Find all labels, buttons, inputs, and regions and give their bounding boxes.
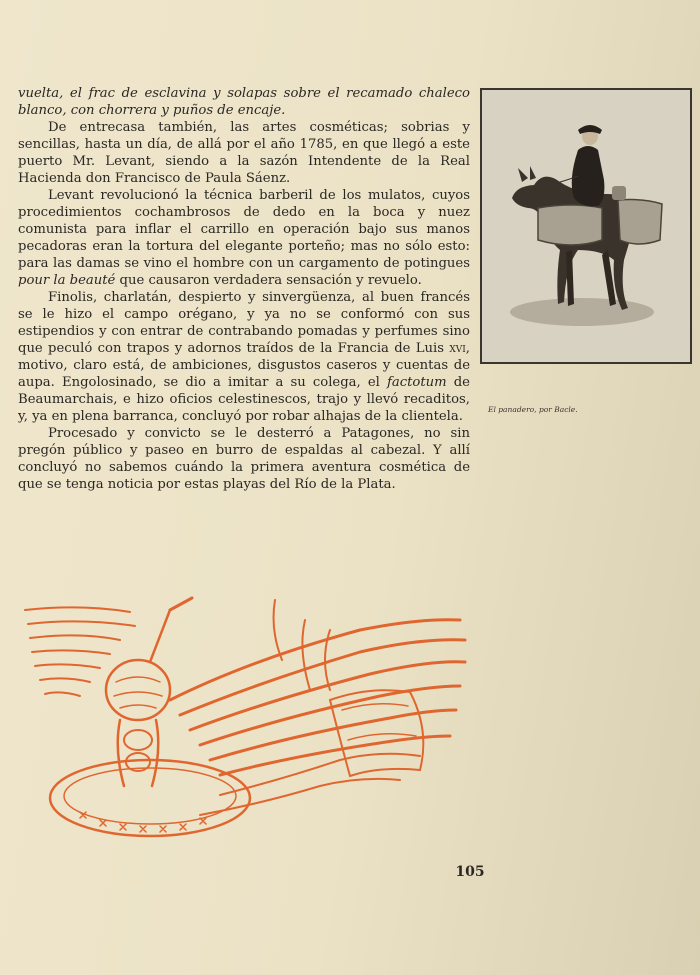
figure-caption: El panadero, por Bacle. <box>488 405 578 414</box>
paragraph-1 <box>18 85 470 119</box>
paragraph-3-text-a: Levant revolucionó la técnica barberil de los mulatos, cuyos procedimientos cochambrosos de dedo en la boca y nuez comunista para inflar el carrillo en operación bajo sus manos pecadoras eran la tortura del elegante porteño; mas no sólo esto: para las damas se vino el hombre con un cargamento de potingues <box>18 188 470 271</box>
paragraph-5 <box>18 425 470 493</box>
paragraph-3-italic: pour la beauté <box>18 273 116 288</box>
paragraph-5-text: Procesado y convicto se le desterró a Patagones, no sin pregón público y paseo en burro de espaldas al cabezal. Y allí concluyó no sabemos cuándo la primera aventura cosmética de que se tenga noticia por estas playas del Río de la Plata. <box>18 426 470 492</box>
paragraph-1-italic: vuelta, el frac de esclavina y solapas sobre el recamado chaleco blanco, con chorrera y puños de encaje. <box>18 86 470 118</box>
paragraph-4-text-a: Finolis, charlatán, despierto y sinvergüenza, al buen francés se le hizo el campo orégano, y ya no se conformó con sus estipendios y con entrar de contrabando pomadas y perfumes sino que peculó con trapos y adornos traídos de la Francia de Luis <box>18 290 470 356</box>
horse-rider-engraving-icon <box>480 88 692 364</box>
paragraph-4-italic: factotum <box>386 375 447 390</box>
paragraph-4 <box>18 289 470 425</box>
paragraph-4-roman-numeral: xvi <box>449 341 466 356</box>
paragraph-2 <box>18 119 470 187</box>
paragraph-3-text-c: que causaron verdadera sensación y revuelo. <box>115 273 422 288</box>
paragraph-4-text-e: de Beaumarchais, e hizo oficios celestinescos, trajo y llevó recaditos, y, ya en plena barranca, concluyó por robar alhajas de la clientela. <box>18 375 470 424</box>
hand-mate-gourd-icon <box>20 590 480 860</box>
paragraph-2-text: De entrecasa también, las artes cosméticas; sobrias y sencillas, hasta un día, de allá por el año 1785, en que llegó a este puerto Mr. Levant, siendo a la sazón Intendente de la Real Hacienda don Francisco de Paula Sáenz. <box>18 120 470 186</box>
body-text <box>18 85 470 493</box>
paragraph-4-text-c: , motivo, claro está, de ambiciones, disgustos caseros y cuentas de aupa. Engolosinado, se dio a imitar a su colega, el <box>18 341 470 390</box>
page-number: 105 <box>455 864 485 880</box>
paragraph-3 <box>18 187 470 289</box>
